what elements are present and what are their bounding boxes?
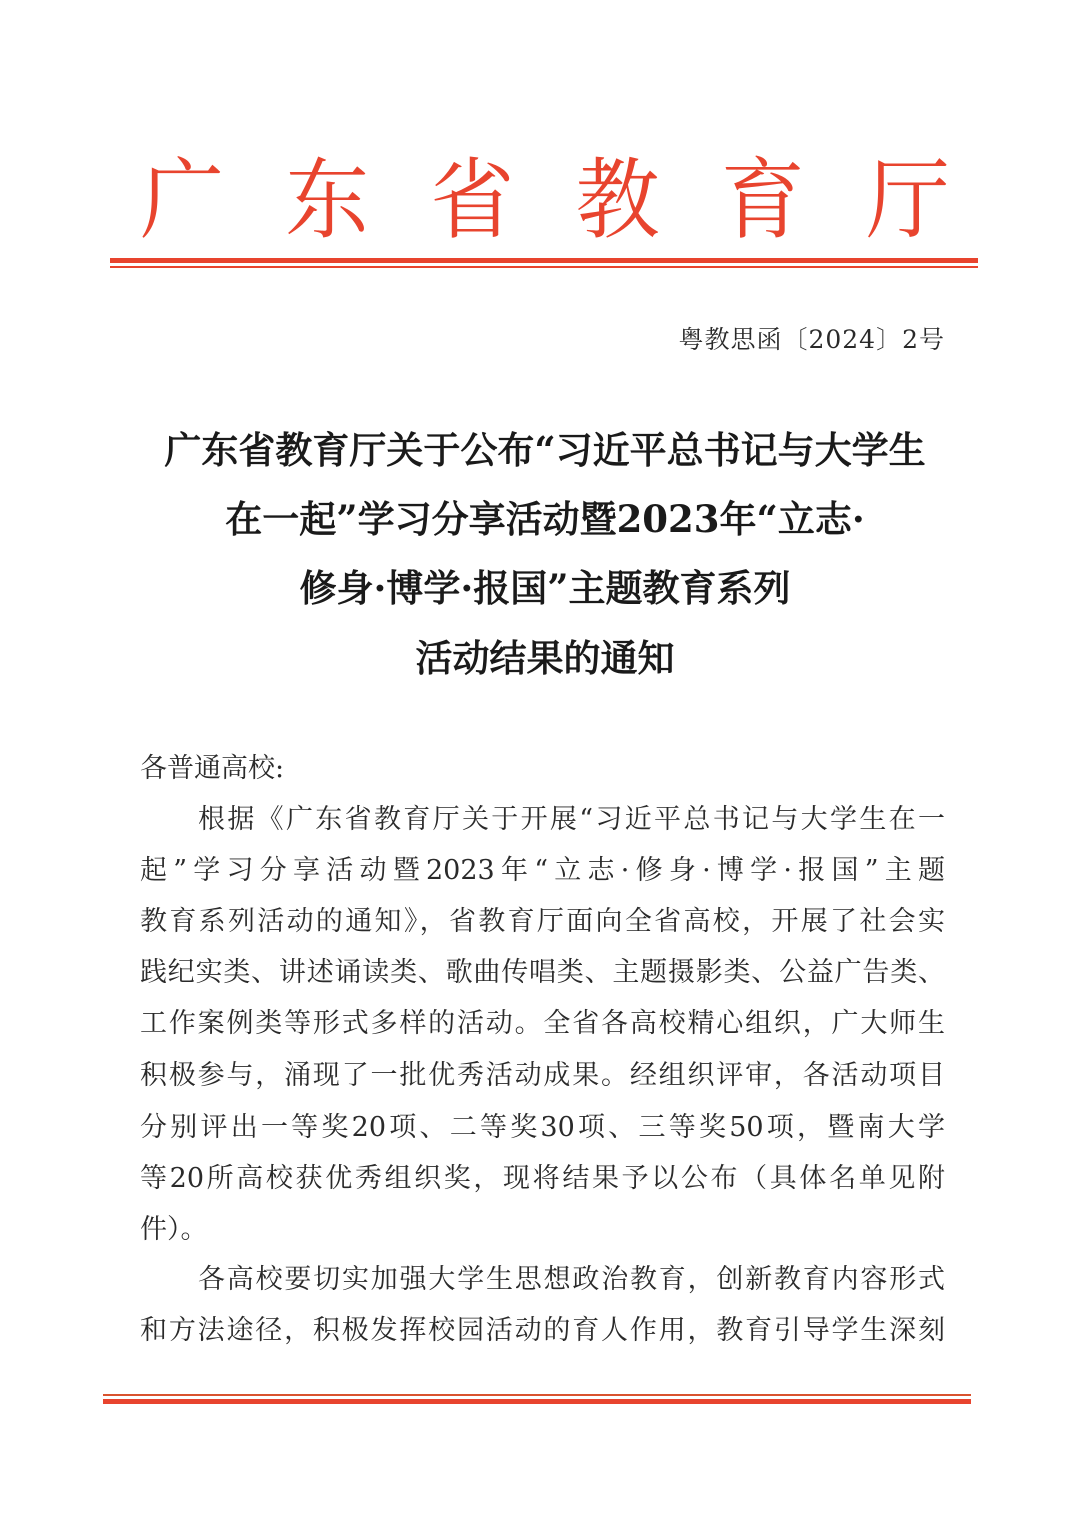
- masthead-char: 教: [575, 148, 660, 252]
- masthead-char: 省: [430, 148, 515, 252]
- body-line: 各高校要切实加强大学生思想政治教育，创新教育内容形式: [198, 1264, 945, 1295]
- body-line: 分别评出一等奖20项、二等奖30项、三等奖50项，暨南大学: [140, 1112, 945, 1143]
- body-line: 积极参与，涌现了一批优秀活动成果。经组织评审，各活动项目: [140, 1060, 945, 1091]
- masthead-char: 厅: [865, 148, 950, 252]
- title-line: 修身·博学·报国”主题教育系列: [299, 566, 791, 610]
- body-line: 等20所高校获优秀组织奖，现将结果予以公布（具体名单见附: [140, 1163, 945, 1194]
- footer-divider-thin: [103, 1394, 971, 1396]
- title-line: 广东省教育厅关于公布“习近平总书记与大学生: [164, 428, 926, 472]
- title-line: 在一起”学习分享活动暨2023年“立志·: [225, 497, 865, 541]
- body-line: 起”学习分享活动暨2023年“立志·修身·博学·报国”主题: [140, 855, 945, 886]
- document-number: 粤教思函〔2024〕2号: [678, 325, 945, 354]
- header-divider-thick: [110, 258, 978, 263]
- masthead-char: 育: [720, 148, 805, 252]
- body-line: 根据《广东省教育厅关于开展“习近平总书记与大学生在一: [198, 804, 945, 835]
- body-line: 件）。: [140, 1214, 208, 1245]
- body-line: 教育系列活动的通知》，省教育厅面向全省高校，开展了社会实: [140, 906, 945, 937]
- header-divider-thin: [110, 266, 978, 268]
- masthead-char: 东: [285, 148, 370, 252]
- masthead-char: 广: [140, 148, 225, 252]
- title-line: 活动结果的通知: [415, 636, 675, 680]
- salutation: 各普通高校:: [140, 753, 285, 784]
- body-line: 工作案例类等形式多样的活动。全省各高校精心组织，广大师生: [140, 1008, 945, 1039]
- masthead-department-name: [140, 148, 950, 253]
- body-line: 践纪实类、讲述诵读类、歌曲传唱类、主题摄影类、公益广告类、: [140, 957, 945, 988]
- body-line: 和方法途径，积极发挥校园活动的育人作用，教育引导学生深刻: [140, 1315, 945, 1346]
- footer-divider-thick: [103, 1399, 971, 1404]
